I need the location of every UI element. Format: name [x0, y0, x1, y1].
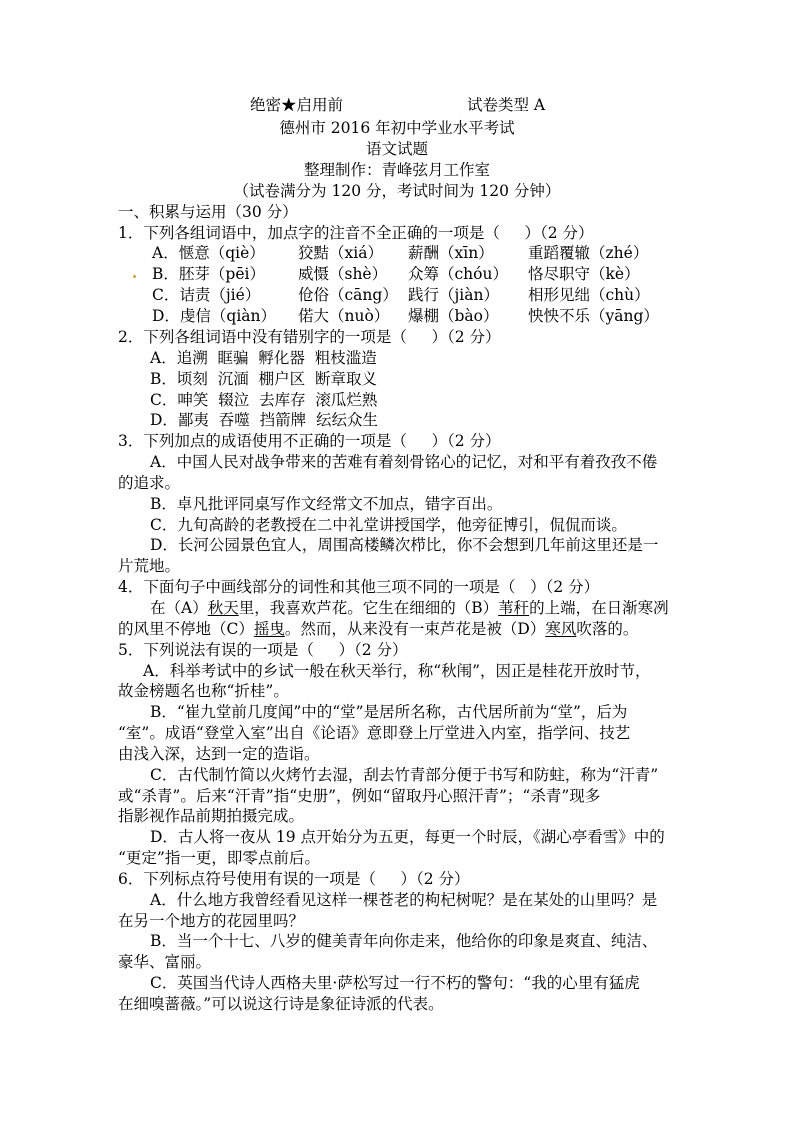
q2-stem: 2．下列各组词语中没有错别字的一项是（ ）（2 分） [118, 328, 501, 346]
producer-line: 整理制作：青峰弦月工作室 [303, 161, 490, 179]
q3-option-a-line2: 的追求。 [118, 474, 181, 492]
q6-option-b-line1: B．当一个十七、八岁的健美青年向你走来，他给你的印象是爽直、纯洁、 [150, 932, 658, 950]
q3-option-b: B．卓凡批评同桌写作文经常文不加点，错字百出。 [150, 495, 503, 513]
q3-option-d-line2: 片荒地。 [118, 557, 181, 575]
q5-option-c-line1: C．古代制竹简以火烤竹去湿，刮去竹青部分便于书写和防蛀，称为“汗青” [150, 766, 659, 784]
q3-option-a-line1: A．中国人民对战争带来的苦难有着刻骨铭心的记忆，对和平有着孜孜不倦 [150, 453, 658, 471]
q6-option-a-line1: A．什么地方我曾经看见这样一棵苍老的枸杞树呢？是在某处的山里吗？是 [150, 891, 658, 909]
q2-option-a: A．追溯 眶骗 孵化器 粗枝滥造 [150, 349, 377, 367]
q1-stem: 1．下列各组词语中，加点字的注音不全正确的一项是（ ）（2 分） [118, 224, 594, 242]
q1-row-d-3: 爆棚（bào） [408, 307, 499, 325]
q1-row-a-2: 狡黠（xiá） [298, 244, 383, 262]
q5-option-c-line3: 指影视作品前期拍摄完成。 [118, 807, 305, 825]
q5-option-b-line2: “室”。成语“登堂入室”出自《论语》意即登上厅堂进入内室，指学问、技艺 [118, 724, 631, 742]
q4-passage-line1: 在（A）秋天里，我喜欢芦花。它生在细细的（B）苇秆的上端，在日渐寒冽 [150, 599, 669, 617]
q4-stem: 4．下面句子中画线部分的词性和其他三项不同的一项是（ ）（2 分） [118, 578, 600, 596]
q6-stem: 6．下列标点符号使用有误的一项是（ ）（2 分） [118, 870, 470, 888]
q4-passage-line2: 的风里不停地（C）摇曳。然而，从来没有一束芦花是被（D）寒风吹落的。 [118, 620, 639, 638]
q1-row-c-3: 践行（jiàn） [408, 286, 499, 304]
q1-row-d-4: 怏怏不乐（yāng） [528, 307, 659, 325]
secret-label: 绝密★启用前 [250, 96, 344, 114]
q3-stem: 3．下列加点的成语使用不正确的一项是（ ）（2 分） [118, 432, 501, 450]
q4-underline-a: 秋天 [207, 599, 239, 617]
q1-row-c-2: 伧俗（cāng） [298, 286, 398, 304]
q1-row-b-1: B．胚芽（pēi） [152, 265, 265, 283]
q5-option-d-line2: “更定”指一更，即零点前后。 [118, 849, 320, 867]
q6-option-c-line2: 在细嗅蔷薇。”可以说这行诗是象征诗派的代表。 [118, 995, 444, 1013]
q2-option-d: D．鄙夷 吞噬 挡箭牌 纭纭众生 [150, 411, 378, 429]
q5-option-b-line1: B．“崔九堂前几度闻”中的“堂”是居所名称，古代居所前为“堂”，后为 [150, 703, 628, 721]
paper-type: 试卷类型 A [467, 96, 546, 114]
exam-title: 德州市 2016 年初中学业水平考试 [279, 119, 515, 137]
q4-underline-c: 摇曳 [253, 620, 285, 638]
q1-row-b-4: 恪尽职守（kè） [528, 265, 640, 283]
q5-option-a-line1: A．科举考试中的乡试一般在秋天举行，称“秋闱”，因正是桂花开放时节， [143, 662, 651, 680]
q2-option-b: B．顷刻 沉湎 棚户区 断章取义 [150, 370, 377, 388]
q4-underline-b: 苇秆 [498, 599, 530, 617]
subject-title: 语文试题 [365, 140, 428, 158]
q4-underline-d: 寒风 [545, 620, 577, 638]
q1-row-a-3: 薪酬（xīn） [408, 244, 494, 262]
q3-option-d-line1: D．长河公园景色宜人，周围高楼鳞次栉比，你不会想到几年前这里还是一 [150, 536, 659, 554]
q1-row-a-4: 重蹈覆辙（zhé） [528, 244, 649, 262]
q6-option-b-line2: 豪华、富丽。 [118, 953, 212, 971]
section-heading: 一、积累与运用（30 分） [118, 203, 298, 221]
q1-row-c-4: 相形见绌（chù） [528, 286, 650, 304]
q1-row-d-2: 偌大（nuò） [298, 307, 390, 325]
q1-row-b-3: 众筹（chóu） [408, 265, 508, 283]
exam-info: （试卷满分为 120 分，考试时间为 120 分钟） [233, 182, 561, 200]
q3-option-c: C．九旬高龄的老教授在二中礼堂讲授国学，他旁征博引，侃侃而谈。 [150, 516, 627, 534]
q6-option-c-line1: C．英国当代诗人西格夫里·萨松写过一行不朽的警句：“我的心里有猛虎 [150, 974, 640, 992]
q5-option-b-line3: 由浅入深，达到一定的造诣。 [118, 745, 320, 763]
q6-option-a-line2: 在另一个地方的花园里吗？ [118, 912, 305, 930]
q1-row-d-1: D．虔信（qiàn） [152, 307, 277, 325]
q1-row-b-2: 威慑（shè） [298, 265, 388, 283]
q5-option-c-line2: 或“杀青”。后来“汗青”指“史册”，例如“留取丹心照汗青”；“杀青”现多 [118, 787, 601, 805]
q2-option-c: C．呻笑 辍泣 去库存 滚瓜烂熟 [150, 391, 378, 409]
stray-mark [133, 275, 136, 278]
q5-stem: 5．下列说法有误的一项是（ ）（2 分） [118, 641, 408, 659]
q1-row-a-1: A．惬意（qiè） [152, 244, 265, 262]
q5-option-d-line1: D．古人将一夜从 19 点开始分为五更，每更一个时辰，《湖心亭看雪》中的 [150, 828, 665, 846]
q1-row-c-1: C．诘责（jié） [152, 286, 261, 304]
q5-option-a-line2: 故金榜题名也称“折桂”。 [118, 682, 289, 700]
